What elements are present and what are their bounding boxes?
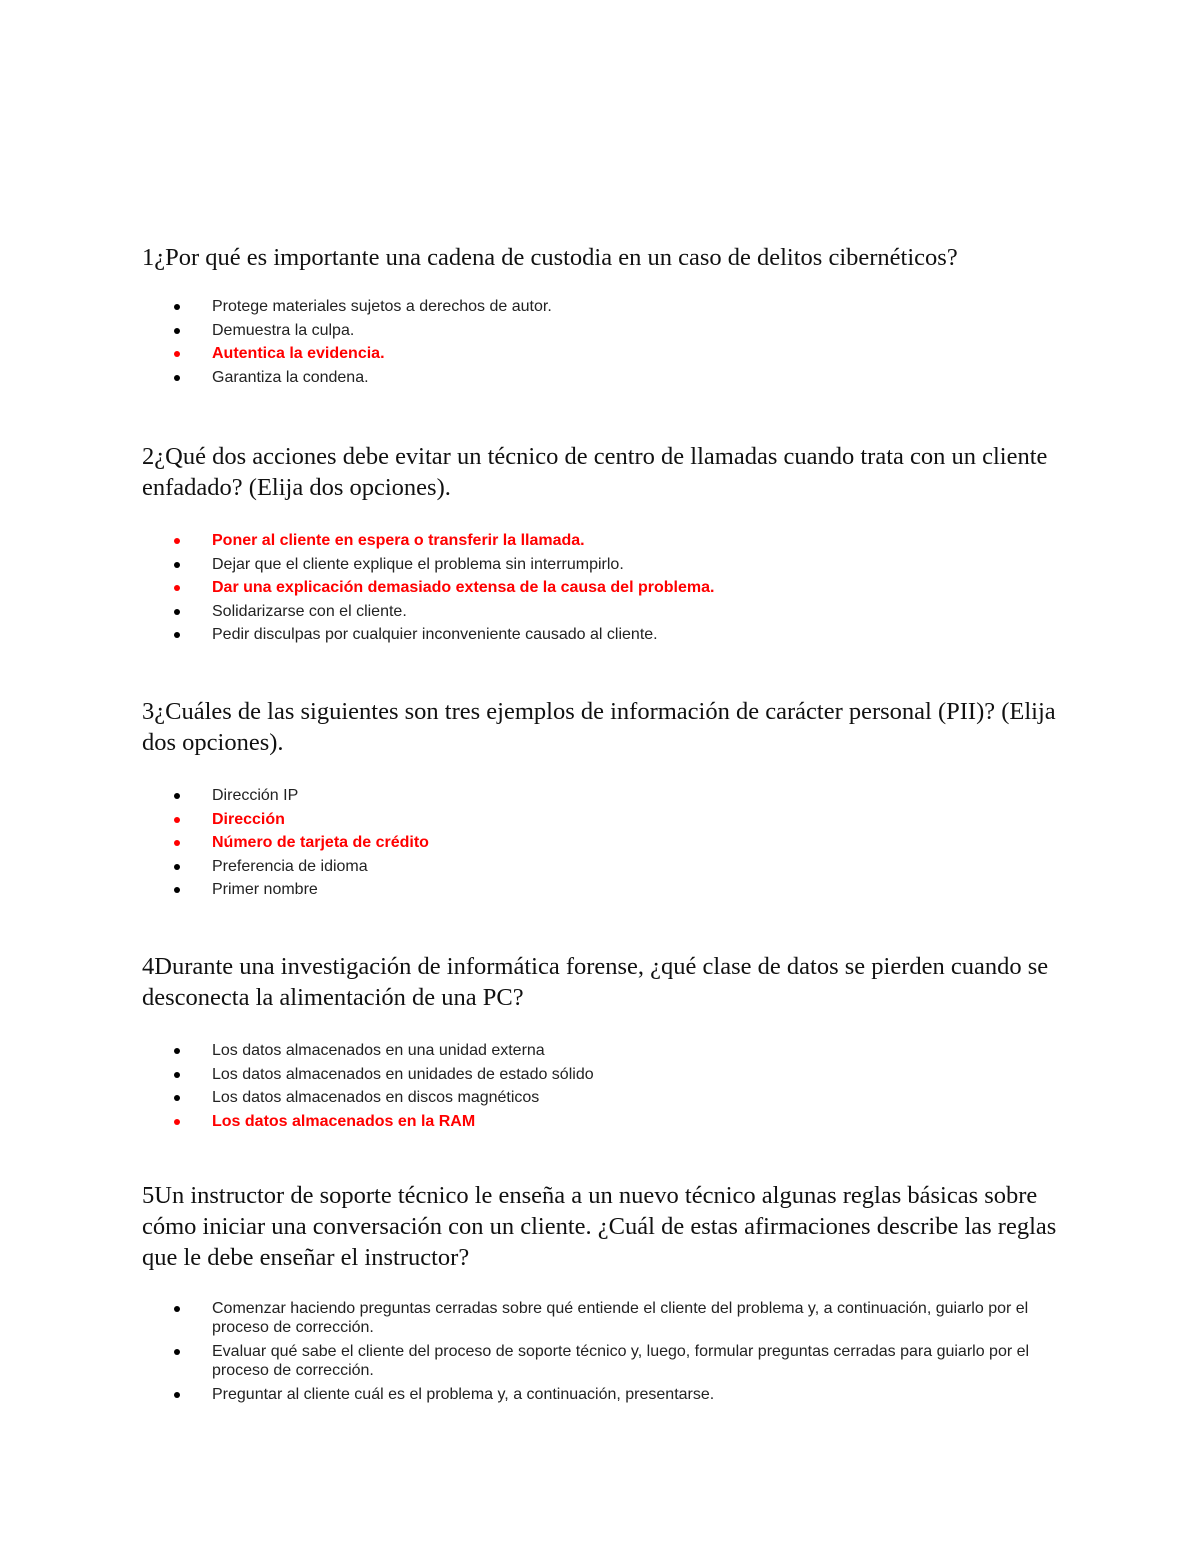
answer-item (174, 600, 1062, 624)
answer-item (174, 1342, 1062, 1380)
bullet-dot-icon (174, 328, 180, 334)
bullet-dot-icon (174, 793, 180, 799)
answer-item (174, 553, 1062, 577)
question-text: 2¿Qué dos acciones debe evitar un técnico de centro de llamadas cuando trata con un cliente enfadado? (Elija dos opciones). (142, 443, 1048, 501)
answer-text: Los datos almacenados en discos magnéticos (212, 1089, 540, 1106)
answer-list (174, 784, 1062, 902)
answer-text: Dar una explicación demasiado extensa de la causa del problema. (212, 579, 715, 596)
answer-text: Dirección IP (212, 787, 299, 804)
answer-text: Autentica la evidencia. (212, 345, 385, 362)
answer-item (174, 295, 1062, 319)
answer-text: Dejar que el cliente explique el problema sin interrumpirlo. (212, 555, 624, 573)
question-2 (142, 441, 1062, 647)
question-3 (142, 696, 1062, 902)
bullet-dot-icon (174, 304, 180, 310)
bullet-dot-icon (174, 1048, 180, 1054)
question-text: 1¿Por qué es importante una cadena de custodia en un caso de delitos cibernéticos? (142, 244, 958, 271)
answer-item-correct (174, 342, 1062, 366)
bullet-dot-icon (174, 1095, 180, 1101)
bullet-dot-icon (174, 887, 180, 893)
bullet-dot-icon (174, 632, 180, 638)
answer-text: Poner al cliente en espera o transferir la llamada. (212, 532, 585, 549)
answer-item (174, 784, 1062, 808)
bullet-dot-icon (174, 375, 180, 381)
answer-item (174, 1385, 1062, 1404)
answer-text: Los datos almacenados en la RAM (212, 1112, 476, 1130)
question-text: 5Un instructor de soporte técnico le enseña a un nuevo técnico algunas reglas básicas sobre cómo iniciar una conversación con un cliente. ¿Cuál de estas afirmaciones describe las reglas que le debe enseñar el instructor? (142, 1182, 1057, 1271)
answer-item (174, 1039, 1062, 1063)
answer-text: Preguntar al cliente cuál es el problema y, a continuación, presentarse. (212, 1386, 715, 1403)
answer-item-correct (174, 808, 1062, 832)
answer-item-correct (174, 1110, 1062, 1134)
answer-item (174, 623, 1062, 647)
answer-item (174, 366, 1062, 390)
answer-text: Dirección (212, 810, 285, 828)
bullet-dot-icon (174, 1306, 180, 1312)
question-text: 3¿Cuáles de las siguientes son tres ejemplos de información de carácter personal (PII)? (Elija dos opciones). (142, 698, 1056, 756)
bullet-dot-icon (174, 1392, 180, 1398)
answer-text: Número de tarjeta de crédito (212, 834, 429, 851)
bullet-dot-icon (174, 1119, 180, 1125)
question-5 (142, 1180, 1062, 1409)
answer-text: Protege materiales sujetos a derechos de autor. (212, 298, 552, 315)
answer-list (174, 529, 1062, 647)
answer-text: Evaluar qué sabe el cliente del proceso de soporte técnico y, luego, formular preguntas cerradas para guiarlo por el proceso de corrección. (212, 1343, 1030, 1379)
answer-item-correct (174, 576, 1062, 600)
bullet-dot-icon (174, 1072, 180, 1078)
answer-list (174, 295, 1062, 389)
answer-item-correct (174, 529, 1062, 553)
bullet-dot-icon (174, 1349, 180, 1355)
bullet-dot-icon (174, 585, 180, 591)
answer-text: Preferencia de idioma (212, 857, 368, 875)
bullet-dot-icon (174, 864, 180, 870)
answer-text: Primer nombre (212, 881, 318, 898)
answer-text: Garantiza la condena. (212, 368, 369, 386)
bullet-dot-icon (174, 538, 180, 544)
answer-item (174, 1086, 1062, 1110)
answer-text: Los datos almacenados en unidades de estado sólido (212, 1065, 594, 1083)
bullet-dot-icon (174, 609, 180, 615)
answer-item (174, 1063, 1062, 1087)
bullet-dot-icon (174, 562, 180, 568)
answer-item (174, 319, 1062, 343)
question-text: 4Durante una investigación de informática forense, ¿qué clase de datos se pierden cuando se desconecta la alimentación de una PC? (142, 953, 1049, 1011)
bullet-dot-icon (174, 351, 180, 357)
answer-text: Pedir disculpas por cualquier inconveniente causado al cliente. (212, 626, 658, 643)
answer-text: Demuestra la culpa. (212, 321, 355, 339)
answer-list (174, 1299, 1062, 1404)
question-4 (142, 951, 1062, 1133)
answer-item (174, 1299, 1062, 1337)
answer-item-correct (174, 831, 1062, 855)
bullet-dot-icon (174, 840, 180, 846)
answer-item (174, 878, 1062, 902)
answer-list (174, 1039, 1062, 1133)
answer-text: Los datos almacenados en una unidad externa (212, 1042, 545, 1059)
answer-item (174, 855, 1062, 879)
question-1 (142, 242, 1062, 389)
answer-text: Solidarizarse con el cliente. (212, 602, 407, 620)
bullet-dot-icon (174, 817, 180, 823)
answer-text: Comenzar haciendo preguntas cerradas sobre qué entiende el cliente del problema y, a continuación, guiarlo por el proceso de corrección. (212, 1300, 1029, 1336)
